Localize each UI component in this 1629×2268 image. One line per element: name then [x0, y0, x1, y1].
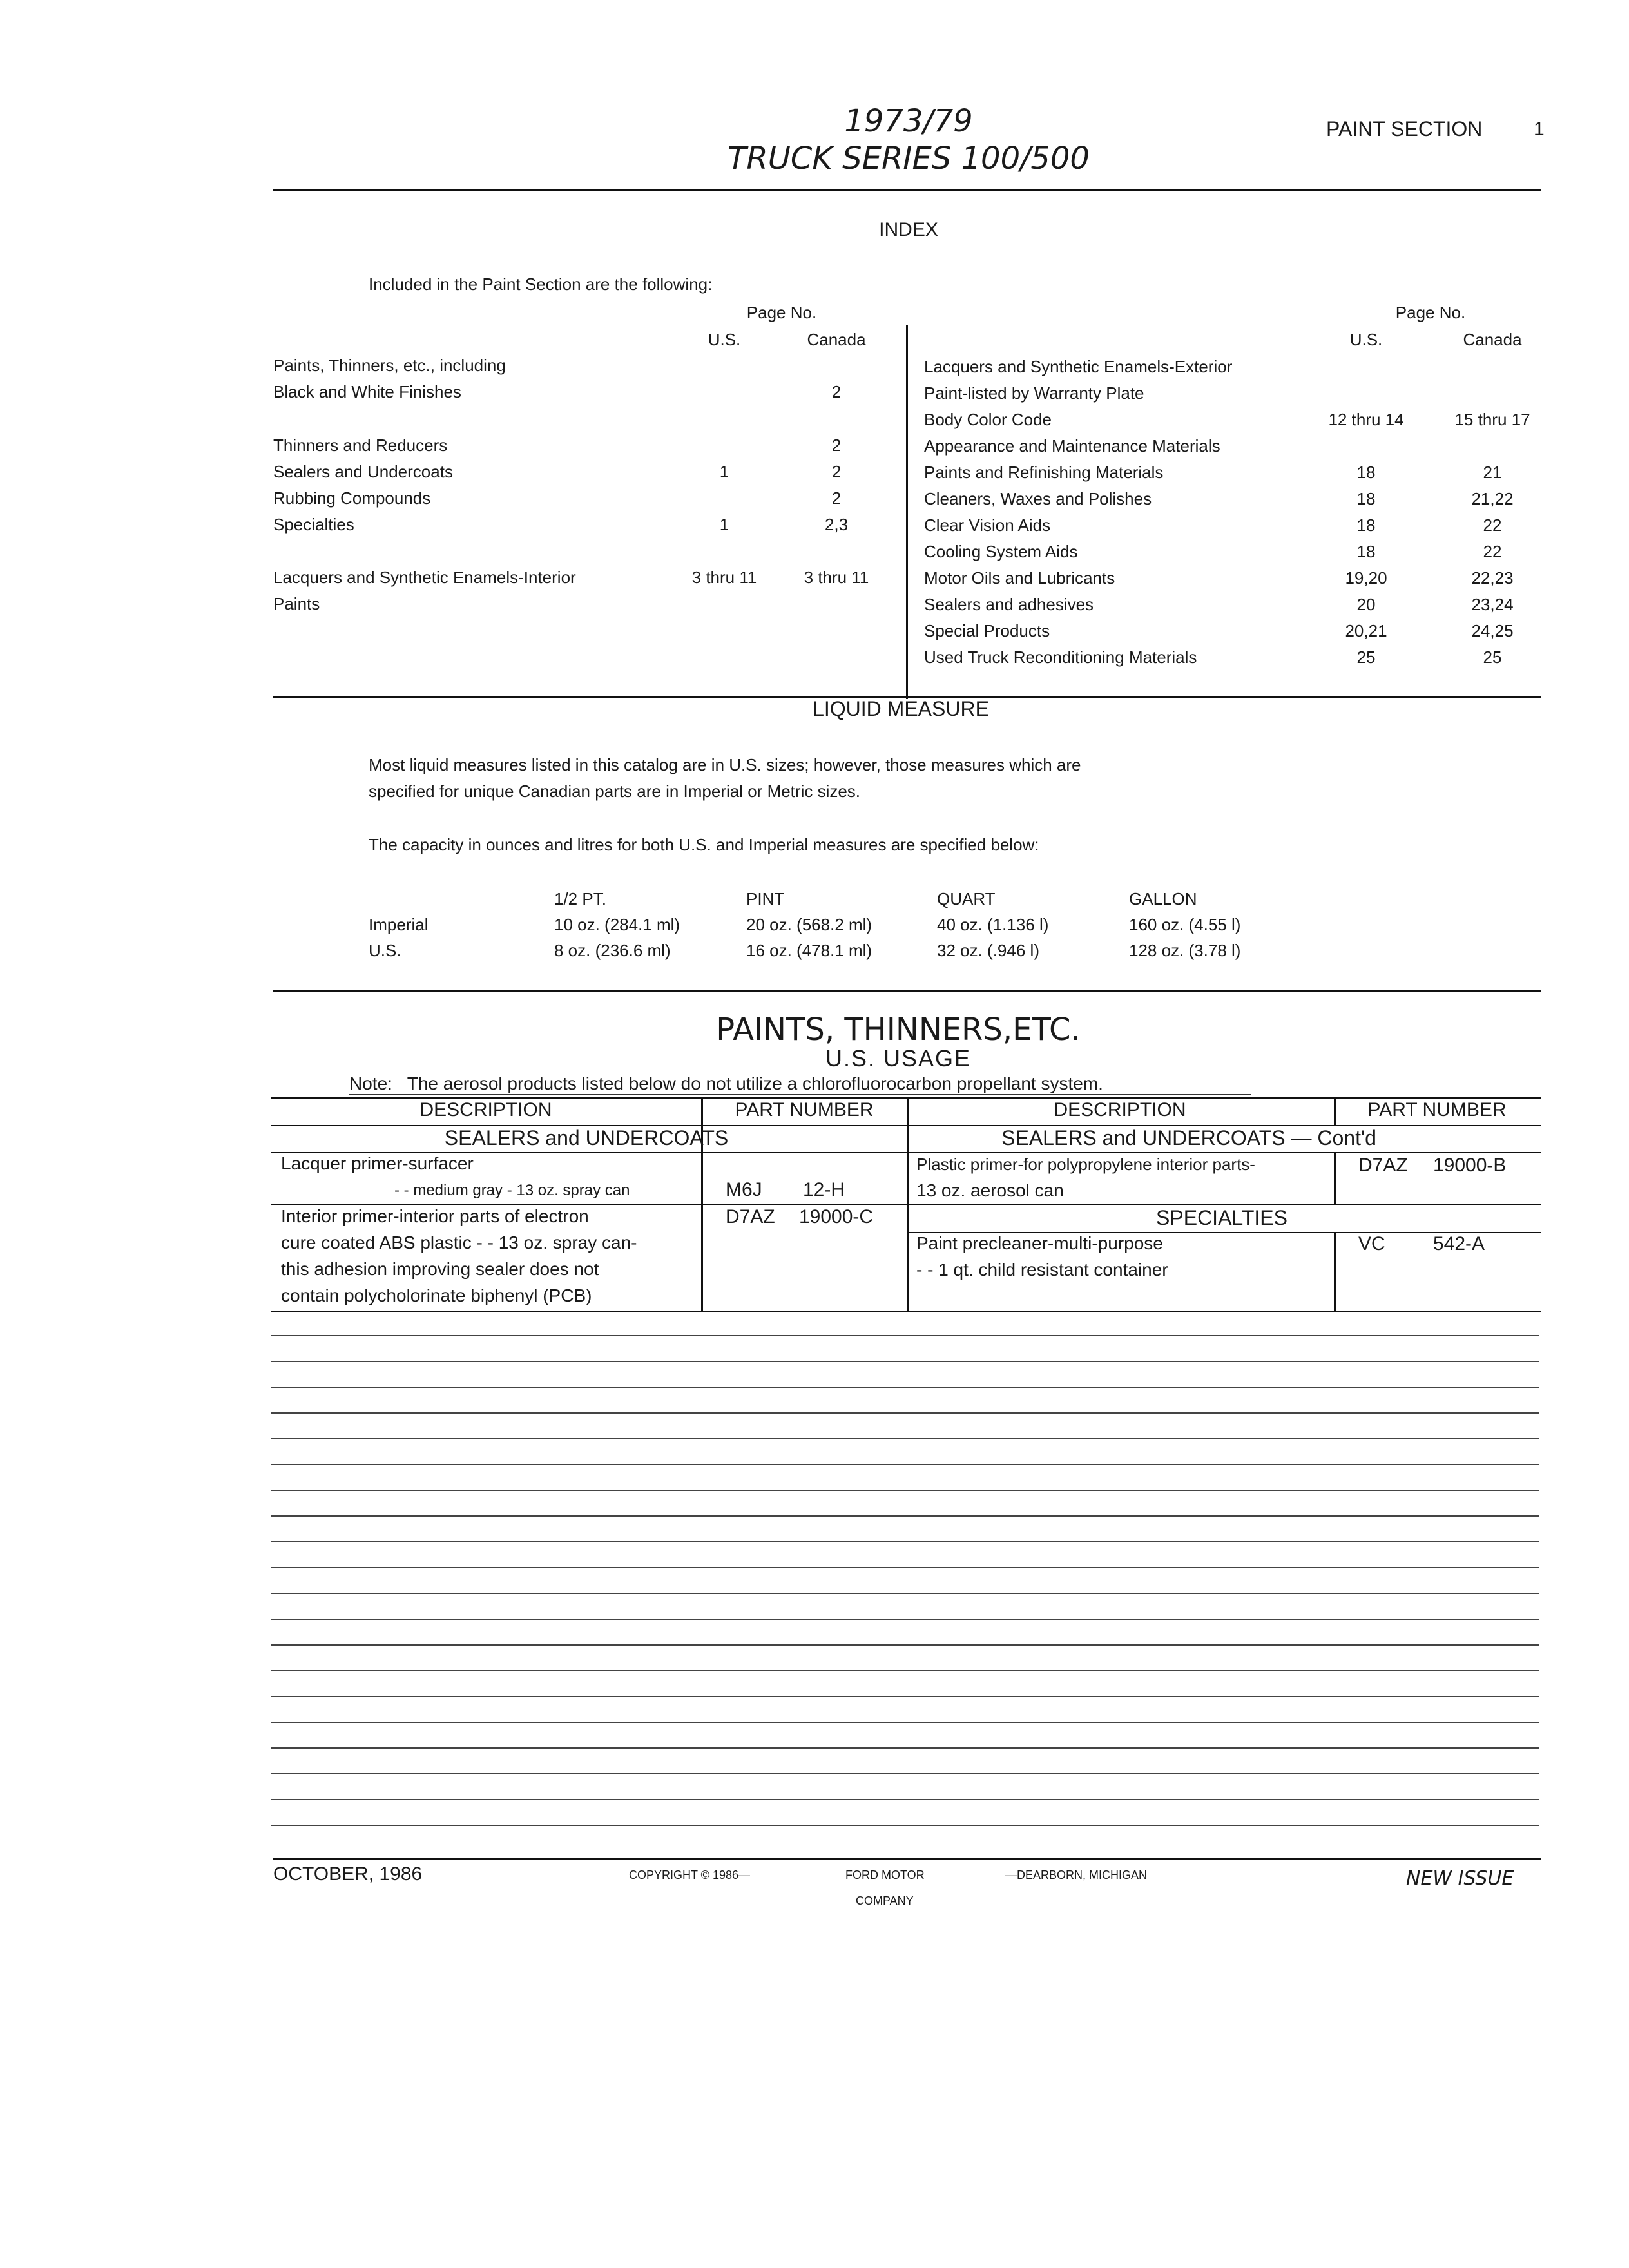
index-right-canada: 24,25: [1471, 621, 1514, 640]
index-left-us-label: U.S.: [708, 330, 741, 349]
footer-company-line2: COMPANY: [856, 1894, 914, 1907]
index-divider: [906, 325, 908, 699]
index-left-desc: Paints, Thinners, etc., including: [273, 356, 506, 375]
footer-rule: [273, 1858, 1541, 1860]
paints-table-top-rule: [271, 1097, 1541, 1099]
index-left-canada: 2: [831, 462, 842, 481]
right-item-line: 13 oz. aerosol can: [916, 1180, 1064, 1200]
blank-rule: [271, 1361, 1539, 1362]
index-right-us: 18: [1356, 489, 1376, 508]
index-right-us: 12 thru 14: [1328, 410, 1404, 429]
index-right-canada: 21: [1483, 463, 1502, 482]
footer-issue: NEW ISSUE: [1406, 1867, 1514, 1890]
measure-col-header: PINT: [746, 889, 785, 908]
measure-cell: 32 oz. (.946 l): [937, 941, 1039, 960]
index-right-canada: 23,24: [1471, 595, 1514, 614]
index-left-desc: Rubbing Compounds: [273, 488, 431, 508]
index-right-desc: Special Products: [924, 621, 1050, 640]
measure-col-header: 1/2 PT.: [554, 889, 606, 908]
blank-rule: [271, 1412, 1539, 1414]
index-right-us: 18: [1356, 515, 1376, 535]
footer-company-line1: FORD MOTOR: [845, 1869, 925, 1881]
index-left-desc: Specialties: [273, 515, 354, 534]
left-item-part-b: 19000-C: [799, 1206, 874, 1227]
right-item-part-a: VC: [1358, 1233, 1385, 1254]
right-part-number-header: PART NUMBER: [1367, 1099, 1507, 1120]
paints-heading: PAINTS, THINNERS,ETC.: [716, 1012, 1081, 1048]
index-right-us: 20,21: [1345, 621, 1387, 640]
index-left-desc: Thinners and Reducers: [273, 436, 448, 455]
index-right-desc: Body Color Code: [924, 410, 1052, 429]
measure-cell: 40 oz. (1.136 l): [937, 915, 1049, 934]
left-item-line: Interior primer-interior parts of electron: [281, 1206, 589, 1226]
index-right-us: 18: [1356, 542, 1376, 561]
right-item-part-a: D7AZ: [1358, 1155, 1408, 1176]
index-left-page-no: Page No.: [746, 303, 817, 322]
index-right-us: 18: [1356, 463, 1376, 482]
index-right-canada: 22: [1483, 542, 1502, 561]
left-item-part-a: M6J: [726, 1179, 762, 1200]
footer-date: OCTOBER, 1986: [273, 1863, 423, 1885]
blank-rule: [271, 1490, 1539, 1491]
left-description-header: DESCRIPTION: [419, 1099, 552, 1120]
blank-rule: [271, 1567, 1539, 1568]
liquid-measure-para2: The capacity in ounces and litres for both U.S. and Imperial measures are specified below:: [369, 835, 1039, 854]
index-right-desc: Lacquers and Synthetic Enamels-Exterior: [924, 357, 1233, 376]
specialties-heading: SPECIALTIES: [1156, 1206, 1287, 1229]
index-right-canada: 15 thru 17: [1454, 410, 1530, 429]
index-left-desc: Lacquers and Synthetic Enamels-Interior: [273, 568, 576, 587]
measure-cell: 16 oz. (478.1 ml): [746, 941, 872, 960]
left-item-line: Lacquer primer-surfacer: [281, 1153, 474, 1173]
blank-rule: [271, 1773, 1539, 1774]
title-series: TRUCK SERIES 100/500: [728, 140, 1090, 177]
paints-right-section-rule: [909, 1152, 1541, 1153]
blank-rule: [271, 1722, 1539, 1723]
index-heading: INDEX: [879, 219, 938, 240]
left-section-heading: SEALERS and UNDERCOATS: [444, 1126, 729, 1149]
index-left-us: 1: [719, 515, 729, 534]
left-item-part-b: 12-H: [803, 1179, 845, 1200]
index-right-desc: Used Truck Reconditioning Materials: [924, 648, 1197, 667]
index-left-canada: 2: [831, 436, 842, 455]
blank-rule: [271, 1593, 1539, 1594]
index-right-us-label: U.S.: [1349, 330, 1383, 349]
right-item-part-b: 19000-B: [1433, 1155, 1507, 1176]
blank-rule: [271, 1644, 1539, 1646]
index-right-desc: Sealers and adhesives: [924, 595, 1094, 614]
title-years: 1973/79: [844, 103, 973, 139]
section-label: PAINT SECTION: [1326, 117, 1483, 140]
blank-rule: [271, 1670, 1539, 1671]
index-right-canada: 22,23: [1471, 568, 1514, 588]
index-left-canada: 2: [831, 382, 842, 401]
index-right-us: 19,20: [1345, 568, 1387, 588]
right-description-header: DESCRIPTION: [1054, 1099, 1186, 1120]
right-part-col-rule-row2: [1334, 1232, 1336, 1311]
left-item-part-a: D7AZ: [726, 1206, 775, 1227]
index-right-desc: Paint-listed by Warranty Plate: [924, 383, 1144, 403]
blank-rule: [271, 1387, 1539, 1388]
blank-rule: [271, 1515, 1539, 1517]
header-rule: [273, 189, 1541, 191]
measure-cell: 20 oz. (568.2 ml): [746, 915, 872, 934]
index-left-desc: Paints: [273, 594, 320, 613]
measure-cell: 128 oz. (3.78 l): [1129, 941, 1241, 960]
right-item-line: Plastic primer-for polypropylene interior parts-: [916, 1155, 1255, 1174]
left-item-line: cure coated ABS plastic - - 13 oz. spray can-: [281, 1233, 637, 1253]
blank-rule: [271, 1619, 1539, 1620]
index-right-us: 25: [1356, 648, 1376, 667]
index-right-canada-label: Canada: [1463, 330, 1522, 349]
blank-rule: [271, 1696, 1539, 1697]
liquid-measure-heading: LIQUID MEASURE: [813, 697, 989, 720]
blank-rule: [271, 1335, 1539, 1336]
liquid-measure-para-line1: Most liquid measures listed in this catalog are in U.S. sizes; however, those measures which are: [369, 755, 1081, 774]
index-right-desc: Cooling System Aids: [924, 542, 1078, 561]
left-part-number-header: PART NUMBER: [735, 1099, 874, 1120]
index-right-canada: 25: [1483, 648, 1502, 667]
footer-location: —DEARBORN, MICHIGAN: [1005, 1869, 1148, 1881]
index-left-canada: 2,3: [824, 515, 849, 534]
index-right-canada: 21,22: [1471, 489, 1514, 508]
index-left-desc: Sealers and Undercoats: [273, 462, 453, 481]
measure-row-label: U.S.: [369, 941, 401, 960]
left-item-line: contain polycholorinate biphenyl (PCB): [281, 1285, 592, 1305]
blank-rule: [271, 1799, 1539, 1800]
index-right-desc: Clear Vision Aids: [924, 515, 1051, 535]
liquid-measure-bottom-rule: [273, 990, 1541, 992]
blank-rule: [271, 1541, 1539, 1542]
index-left-canada-label: Canada: [807, 330, 866, 349]
note-underline: [349, 1094, 1251, 1095]
paints-row-rule: [271, 1204, 1541, 1205]
measure-col-header: GALLON: [1129, 889, 1197, 908]
right-item-part-b: 542-A: [1433, 1233, 1485, 1254]
blank-rule: [271, 1464, 1539, 1465]
paints-table-bottom-rule: [271, 1311, 1541, 1312]
index-right-desc: Appearance and Maintenance Materials: [924, 436, 1220, 456]
measure-cell: 10 oz. (284.1 ml): [554, 915, 680, 934]
table-middle-rule: [907, 1097, 909, 1311]
blank-rule: [271, 1438, 1539, 1439]
right-item-line: Paint precleaner-multi-purpose: [916, 1233, 1163, 1253]
index-right-page-no: Page No.: [1395, 303, 1466, 322]
right-part-col-rule-row1: [1334, 1152, 1336, 1204]
index-right-desc: Cleaners, Waxes and Polishes: [924, 489, 1152, 508]
measure-col-header: QUART: [937, 889, 996, 908]
right-item-line: - - 1 qt. child resistant container: [916, 1260, 1168, 1280]
footer-copyright: COPYRIGHT © 1986—: [629, 1869, 750, 1881]
measure-cell: 8 oz. (236.6 ml): [554, 941, 671, 960]
index-right-canada: 22: [1483, 515, 1502, 535]
left-item-line: this adhesion improving sealer does not: [281, 1259, 599, 1279]
paints-subheading: U.S. USAGE: [825, 1045, 972, 1072]
index-right-desc: Paints and Refinishing Materials: [924, 463, 1164, 482]
index-left-canada: 2: [831, 488, 842, 508]
right-part-col-rule-header: [1334, 1097, 1336, 1125]
liquid-measure-para-line2: specified for unique Canadian parts are in Imperial or Metric sizes.: [369, 782, 861, 801]
index-right-us: 20: [1356, 595, 1376, 614]
index-left-us: 1: [719, 462, 729, 481]
measure-cell: 160 oz. (4.55 l): [1129, 915, 1241, 934]
index-intro: Included in the Paint Section are the following:: [369, 274, 713, 294]
index-right-desc: Motor Oils and Lubricants: [924, 568, 1115, 588]
blank-rule: [271, 1747, 1539, 1749]
page-number: 1: [1534, 119, 1545, 140]
blank-rule: [271, 1825, 1539, 1826]
index-left-canada: 3 thru 11: [804, 568, 869, 587]
left-item-line: - - medium gray - 13 oz. spray can: [394, 1182, 630, 1199]
measure-row-label: Imperial: [369, 915, 429, 934]
paints-note: Note: The aerosol products listed below do not utilize a chlorofluorocarbon propellant system.: [349, 1073, 1103, 1093]
index-left-us: 3 thru 11: [691, 568, 757, 587]
index-left-desc: Black and White Finishes: [273, 382, 461, 401]
right-section-heading: SEALERS and UNDERCOATS — Cont'd: [1001, 1126, 1376, 1149]
